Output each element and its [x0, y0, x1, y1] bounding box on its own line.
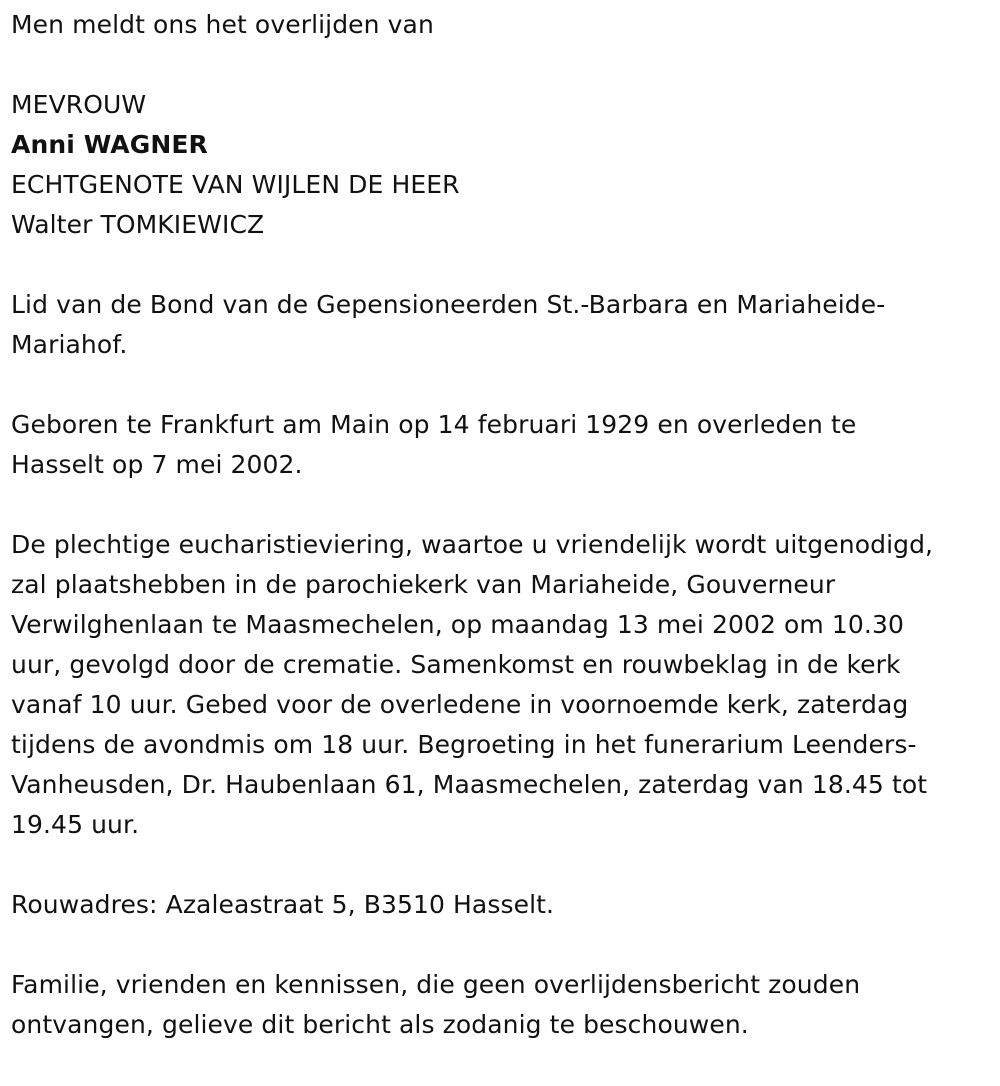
ceremony-line: Vanheusden, Dr. Haubenlaan 61, Maasmechelen, zaterdag van 18.45 tot	[11, 770, 928, 799]
closing-paragraph	[11, 965, 996, 1045]
closing-line: ontvangen, gelieve dit bericht als zodanig te beschouwen.	[11, 1010, 749, 1039]
ceremony-line: tijdens de avondmis om 18 uur. Begroeting in het funerarium Leenders-	[11, 730, 917, 759]
membership-line: Lid van de Bond van de Gepensioneerden St.-Barbara en Mariaheide-	[11, 290, 886, 319]
birth-death-line: Geboren te Frankfurt am Main op 14 februari 1929 en overleden te	[11, 410, 857, 439]
ceremony-line: 19.45 uur.	[11, 810, 140, 839]
spouse-name: Walter TOMKIEWICZ	[11, 210, 265, 239]
ceremony-line: uur, gevolgd door de crematie. Samenkomst en rouwbeklag in de kerk	[11, 650, 901, 679]
honorific: MEVROUW	[11, 90, 147, 119]
ceremony-line: zal plaatshebben in de parochiekerk van Mariaheide, Gouverneur	[11, 570, 836, 599]
ceremony-line: De plechtige eucharistieviering, waartoe u vriendelijk wordt uitgenodigd,	[11, 530, 934, 559]
birth-death-paragraph	[11, 405, 996, 485]
mourning-address: Rouwadres: Azaleastraat 5, B3510 Hasselt.	[11, 890, 555, 919]
deceased-name: Anni WAGNER	[11, 130, 208, 159]
closing-line: Familie, vrienden en kennissen, die geen overlijdensbericht zouden	[11, 970, 861, 999]
membership-paragraph	[11, 285, 996, 365]
membership-line: Mariahof.	[11, 330, 128, 359]
birth-death-line: Hasselt op 7 mei 2002.	[11, 450, 303, 479]
ceremony-line: Verwilghenlaan te Maasmechelen, op maandag 13 mei 2002 om 10.30	[11, 610, 904, 639]
ceremony-paragraph	[11, 525, 996, 845]
intro-text: Men meldt ons het overlijden van	[11, 10, 434, 39]
ceremony-line: vanaf 10 uur. Gebed voor de overledene in voornoemde kerk, zaterdag	[11, 690, 909, 719]
death-notice	[11, 0, 996, 1045]
spouse-label: ECHTGENOTE VAN WIJLEN DE HEER	[11, 170, 460, 199]
